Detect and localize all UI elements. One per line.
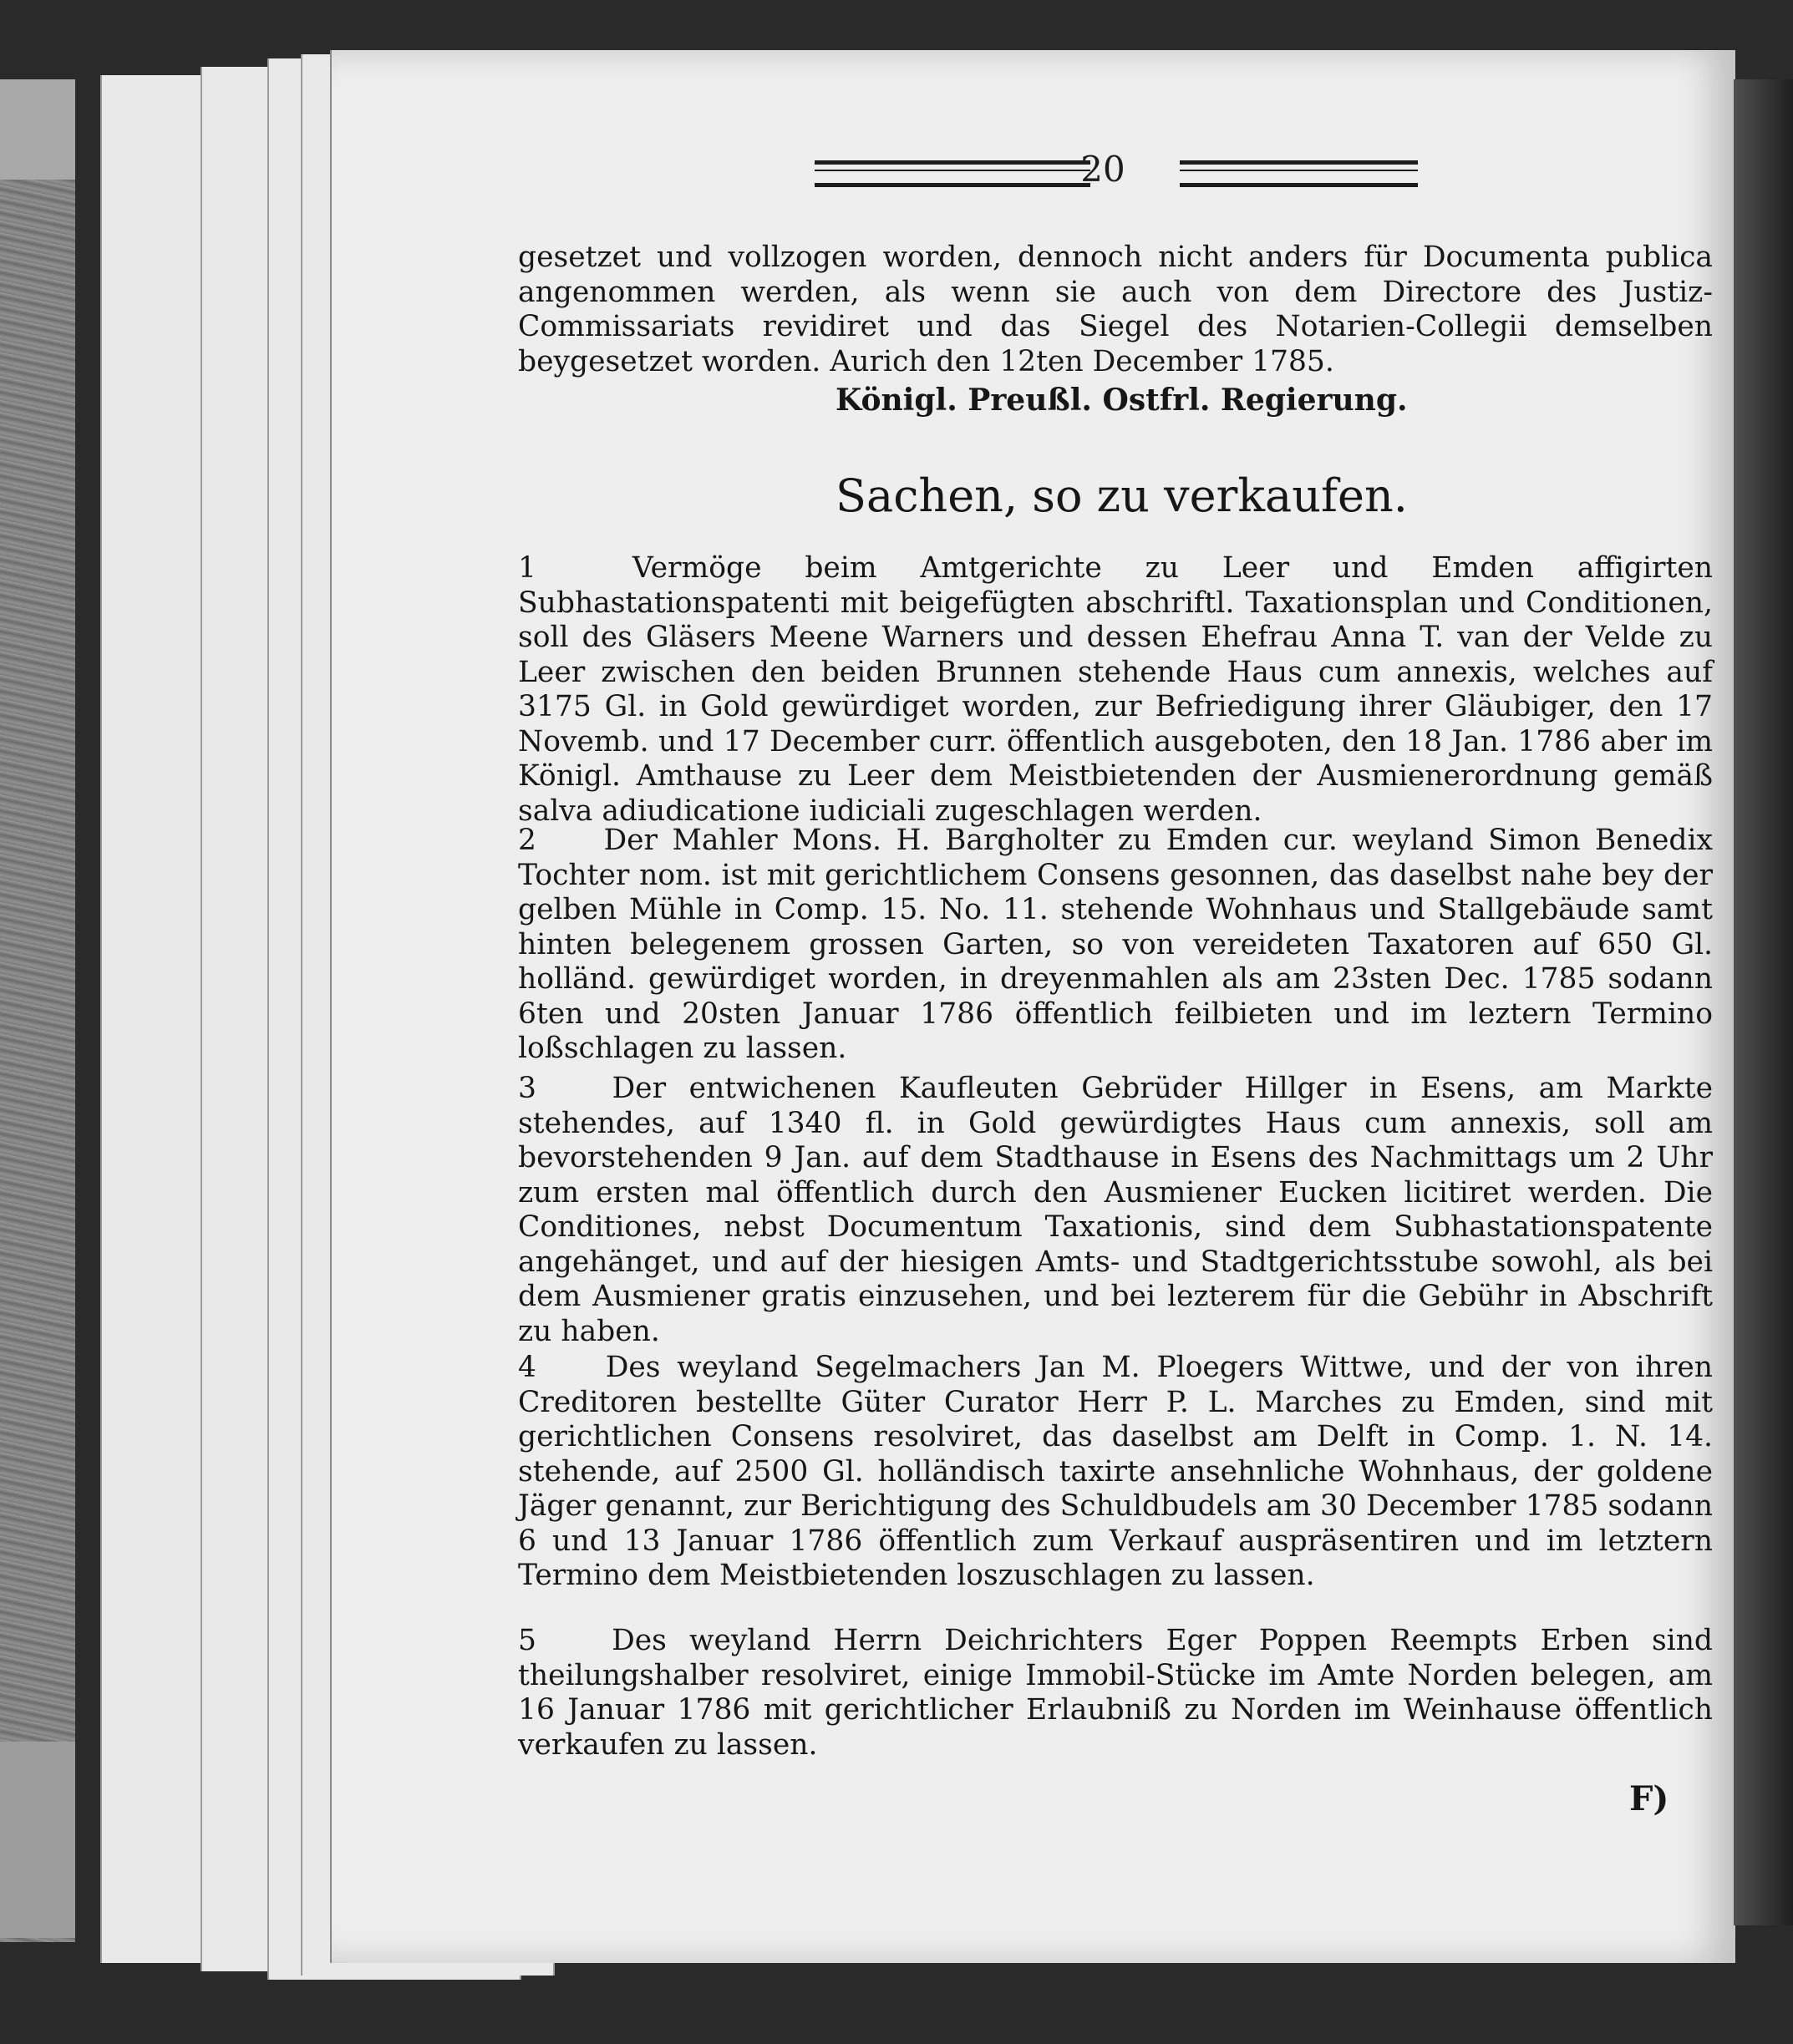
item-number: 1 xyxy=(518,551,536,585)
item-text: Der entwichenen Kaufleuten Gebrüder Hillger in Esens, am Markte stehendes, auf 1340 fl. in Gold gewürdigtes Haus cum annexis, soll am bevorstehenden 9 Jan. auf dem Stadthause in Esens des Nachmittags um 2 Uhr zum ersten mal öffentlich durch den Ausmiener Eucken licitiret werden. Die Conditiones, nebst Documentum Taxationis, sind dem Subhastationspatente angehänget, und auf der hiesigen Amts- und Stadtgerichtsstube sowohl, als bei dem Ausmiener gratis einzusehen, und bei lezterem für die Gebühr in Abschrift zu haben. xyxy=(518,1072,1713,1348)
cover-band-bottom xyxy=(0,1742,75,1938)
section-title: Sachen, so zu verkaufen. xyxy=(836,469,1408,522)
item-number: 4 xyxy=(518,1351,536,1384)
signature-line: Königl. Preußl. Ostfrl. Regierung. xyxy=(836,383,1408,418)
item-number: 2 xyxy=(518,824,536,857)
item-text: Des weyland Segelmachers Jan M. Ploegers Wittwe, und der von ihren Creditoren bestellte Güter Curator Herr P. L. Marches zu Emden, sind mit gerichtlichen Consens resolviret, das daselbst am Delft in Comp. 1. N. 14. stehende, auf 2500 Gl. holländisch taxirte ansehnliche Wohnhaus, der goldene Jäger genannt, zur Berichtigung des Schuldbudels am 30 December 1785 sodann 6 und 13 Januar 1786 öffentlich zum Verkauf auspräsentiren und im letztern Termino dem Meistbietenden loszuschlagen zu lassen. xyxy=(518,1351,1713,1592)
item-text: Des weyland Herrn Deichrichters Eger Poppen Reempts Erben sind theilungshalber resolviret, einige Immobil-Stücke im Amte Norden belegen, am 16 Januar 1786 mit gerichtlicher Erlaubniß zu Norden im Weinhause öffentlich verkaufen zu lassen. xyxy=(518,1624,1714,1762)
sale-item-2 xyxy=(518,824,1713,1067)
item-text: Vermöge beim Amtgerichte zu Leer und Emden affigirten Subhastationspatenti mit beigefügten abschriftl. Taxationsplan und Conditionen, soll des Gläsers Meene Warners und dessen Ehefrau Anna T. van der Velde zu Leer zwischen den beiden Brunnen stehende Haus cum annexis, welches auf 3175 Gl. in Gold gewürdiget worden, zur Befriedigung ihrer Gläubiger, den 17 Novemb. und 17 December curr. öffentlich ausgeboten, den 18 Jan. 1786 aber im Königl. Amthause zu Leer dem Meistbietenden der Ausmienerordnung gemäß salva adiudicatione iudiciali zugeschlagen werden. xyxy=(518,551,1713,828)
item-number: 3 xyxy=(518,1072,536,1105)
page-number: 20 xyxy=(1080,149,1125,190)
cover-band-top xyxy=(0,79,75,180)
catchword: F) xyxy=(1629,1779,1669,1818)
item-text: Der Mahler Mons. H. Bargholter zu Emden cur. weyland Simon Benedix Tochter nom. ist mit gerichtlichem Consens gesonnen, das daselbst nahe bey der gelben Mühle in Comp. 15. No. 11. stehende Wohnhaus und Stallgebäude samt hinten belegenem grossen Garten, so von vereideten Taxatoren auf 650 Gl. holländ. gewürdiget worden, in dreyenmahlen als am 23sten Dec. 1785 sodann 6ten und 20sten Januar 1786 öffentlich feilbieten und im leztern Termino loßschlagen zu lassen. xyxy=(518,824,1713,1065)
header-rule-right xyxy=(1180,160,1418,187)
header-rule-left xyxy=(815,160,1090,187)
intro-paragraph: gesetzet und vollzogen worden, dennoch nicht anders für Documenta publica angenommen werden, als wenn sie auch von dem Directore des Justiz-Commissariats revidiret und das Siegel des Notarien-Collegii demselben beygesetzet worden. Aurich den 12ten December 1785. xyxy=(518,241,1713,378)
item-number: 5 xyxy=(518,1624,536,1657)
sale-item-4 xyxy=(518,1351,1713,1594)
sale-item-5 xyxy=(518,1624,1713,1763)
sale-item-1 xyxy=(518,551,1713,829)
sale-item-3 xyxy=(518,1072,1713,1349)
book-cover xyxy=(0,79,75,1942)
page-right-shadow xyxy=(1734,79,1793,1925)
